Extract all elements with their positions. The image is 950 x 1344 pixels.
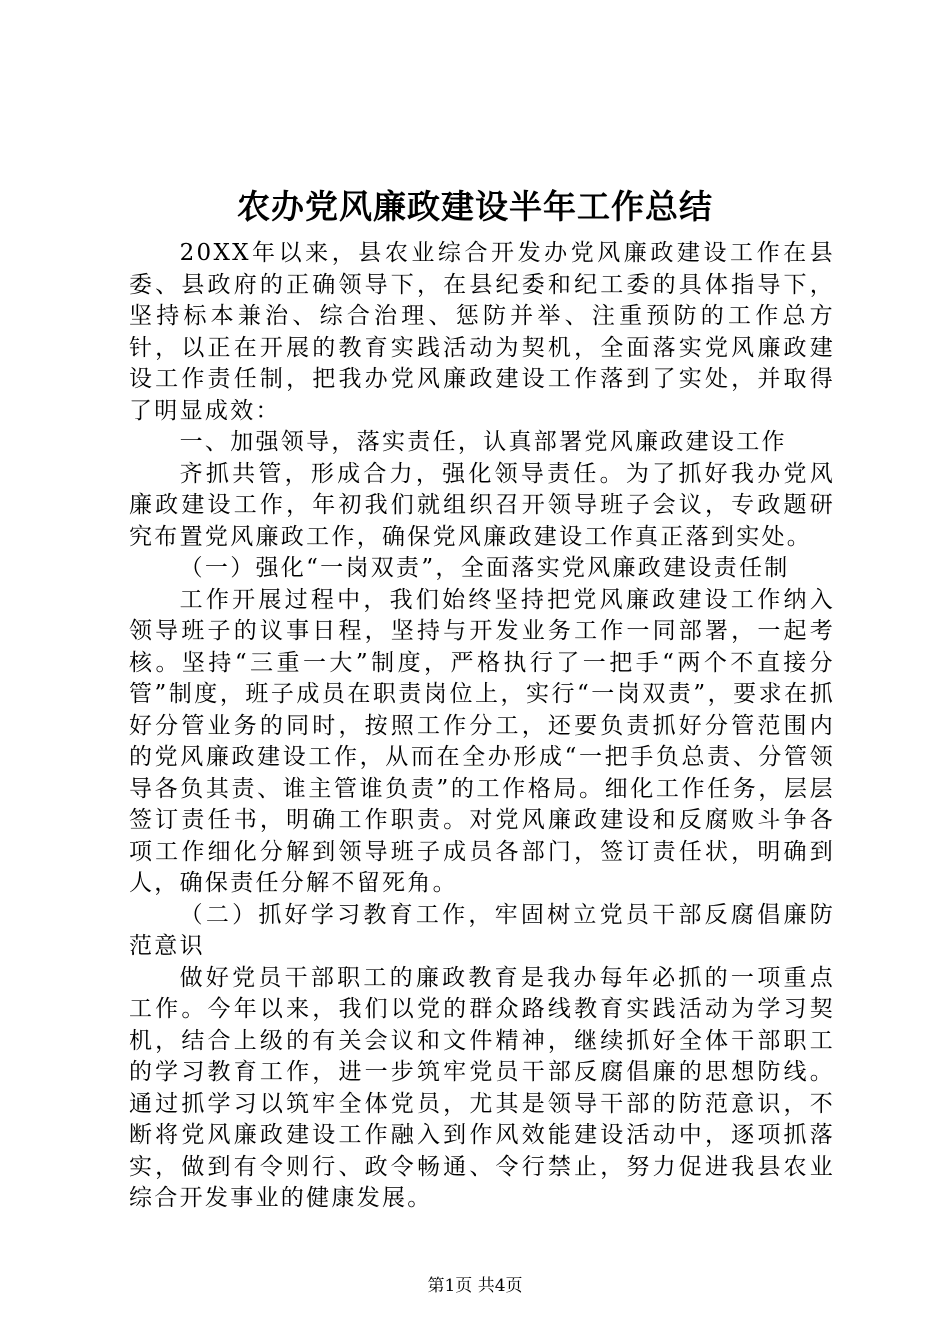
document-body — [129, 238, 835, 1215]
paragraph-intro: 20XX年以来，县农业综合开发办党风廉政建设工作在县委、县政府的正确领导下，在县纪委和纪工委的具体指导下，坚持标本兼治、综合治理、惩防并举、注重预防的工作总方针，以正在开展的教育实践活动为契机，全面落实党风廉政建设工作责任制，把我办党风廉政建设工作落到了实处，并取得了明显成效： — [129, 240, 835, 424]
paragraph-section-1: 齐抓共管，形成合力，强化领导责任。为了抓好我办党风廉政建设工作，年初我们就组织召开领导班子会议，专政题研究布置党风廉政工作，确保党风廉政建设工作真正落到实处。 — [129, 460, 835, 550]
heading-subsection-2: （二）抓好学习教育工作，牢固树立党员干部反腐倡廉防范意识 — [129, 901, 835, 959]
document-title: 农办党风廉政建设半年工作总结 — [237, 187, 713, 226]
page-number-footer: 第1页 共4页 — [427, 1276, 523, 1296]
paragraph-subsection-1: 工作开展过程中，我们始终坚持把党风廉政建设工作纳入领导班子的议事日程，坚持与开发业务工作一同部署，一起考核。坚持“三重一大”制度，严格执行了一把手“两个不直接分管”制度，班子成员在职责岗位上，实行“一岗双责”，要求在抓好分管业务的同时，按照工作分工，还要负责抓好分管范围内的党风廉政建设工作，从而在全办形成“一把手负总责、分管领导各负其责、谁主管谁负责”的工作格局。细化工作任务，层层签订责任书，明确工作职责。对党风廉政建设和反腐败斗争各项工作细化分解到领导班子成员各部门，签订责任状，明确到人，确保责任分解不留死角。 — [129, 586, 835, 896]
heading-subsection-1: （一）强化“一岗双责”，全面落实党风廉政建设责任制 — [179, 555, 790, 581]
paragraph-subsection-2: 做好党员干部职工的廉政教育是我办每年必抓的一项重点工作。今年以来，我们以党的群众路线教育实践活动为学习契机，结合上级的有关会议和文件精神，继续抓好全体干部职工的学习教育工作，进一步筑牢党员干部反腐倡廉的思想防线。通过抓学习以筑牢全体党员，尤其是领导干部的防范意识，不断将党风廉政建设工作融入到作风效能建设活动中，逐项抓落实，做到有令则行、政令畅通、令行禁止，努力促进我县农业综合开发事业的健康发展。 — [129, 964, 835, 1211]
heading-section-1: 一、加强领导，落实责任，认真部署党风廉政建设工作 — [179, 429, 787, 455]
